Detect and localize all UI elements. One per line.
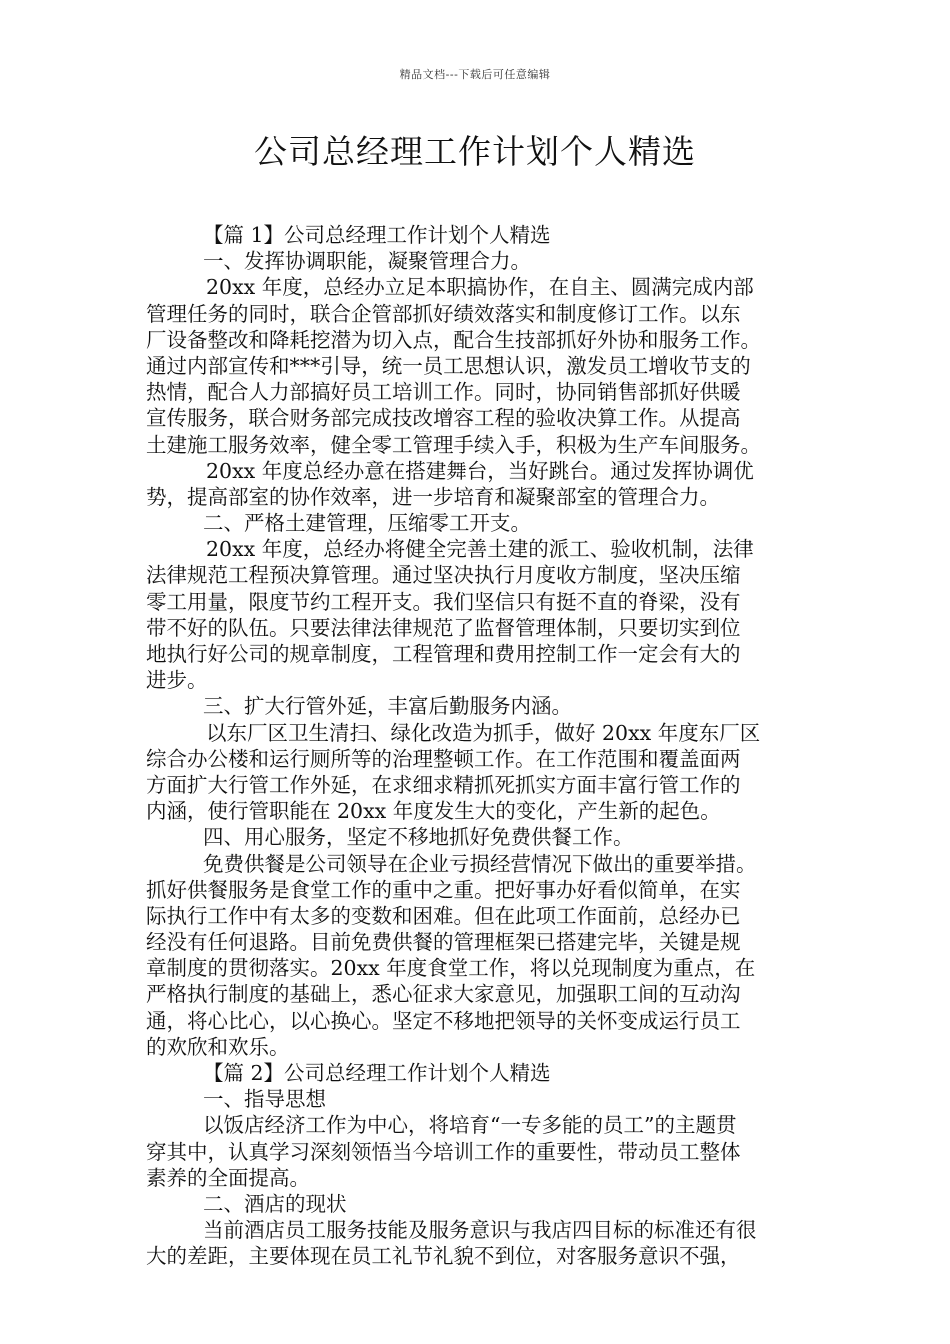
text-line: 经没有任何退路。目前免费供餐的管理框架已搭建完毕，关键是规 bbox=[146, 930, 741, 955]
text-line: 进步。 bbox=[146, 668, 208, 693]
text-line: 通过内部宣传和***引导，统一员工思想认识，激发员工增收节支的 bbox=[146, 353, 751, 378]
header-note: 精品文档---下载后可任意编辑 bbox=[399, 68, 551, 81]
text-line: 【篇 2】公司总经理工作计划个人精选 bbox=[203, 1061, 551, 1085]
text-line: 管理任务的同时，联合企管部抓好绩效落实和制度修订工作。以东 bbox=[146, 301, 741, 326]
text-line: 带不好的队伍。只要法律法律规范了监督管理体制，只要切实到位 bbox=[146, 615, 741, 640]
document-body bbox=[146, 222, 812, 1270]
text-line: 土建施工服务效率，健全零工管理手续入手，积极为生产车间服务。 bbox=[146, 432, 761, 457]
text-line: 内涵，使行管职能在 20xx 年度发生大的变化，产生新的起色。 bbox=[146, 799, 721, 824]
text-line: 三、扩大行管外延，丰富后勤服务内涵。 bbox=[203, 694, 572, 719]
text-line: 地执行好公司的规章制度，工程管理和费用控制工作一定会有大的 bbox=[146, 642, 741, 666]
text-line: 以东厂区卫生清扫、绿化改造为抓手，做好 20xx 年度东厂区 bbox=[206, 720, 761, 745]
text-line: 素养的全面提高。 bbox=[146, 1165, 310, 1190]
text-line: 以饭店经济工作为中心，将培育“一专多能的员工”的主题贯 bbox=[203, 1113, 737, 1138]
text-line: 当前酒店员工服务技能及服务意识与我店四目标的标准还有很 bbox=[203, 1218, 757, 1243]
text-line: 穿其中，认真学习深刻领悟当今培训工作的重要性，带动员工整体 bbox=[146, 1139, 741, 1164]
text-line: 四、用心服务，坚定不移地抓好免费供餐工作。 bbox=[203, 825, 634, 850]
text-line: 的欢欣和欢乐。 bbox=[146, 1034, 290, 1059]
text-line: 20xx 年度，总经办将健全完善土建的派工、验收机制，法律 bbox=[206, 537, 754, 562]
text-line: 章制度的贯彻落实。20xx 年度食堂工作，将以兑现制度为重点，在 bbox=[146, 956, 756, 981]
text-line: 方面扩大行管工作外延，在求细求精抓死抓实方面丰富行管工作的 bbox=[146, 772, 741, 797]
text-line: 抓好供餐服务是食堂工作的重中之重。把好事办好看似简单，在实 bbox=[146, 877, 741, 902]
text-line: 零工用量，限度节约工程开支。我们坚信只有挺不直的脊梁，没有 bbox=[146, 589, 741, 614]
text-line: 热情，配合人力部搞好员工培训工作。同时，协同销售部抓好供暖 bbox=[146, 380, 741, 405]
text-line: 一、发挥协调职能，凝聚管理合力。 bbox=[203, 249, 531, 274]
text-line: 【篇 1】公司总经理工作计划个人精选 bbox=[203, 223, 551, 247]
text-line: 一、指导思想 bbox=[203, 1087, 326, 1112]
text-line: 法律规范工程预决算管理。通过坚决执行月度收方制度，坚决压缩 bbox=[146, 563, 741, 588]
text-line: 二、严格土建管理，压缩零工开支。 bbox=[203, 511, 531, 536]
text-line: 免费供餐是公司领导在企业亏损经营情况下做出的重要举措。 bbox=[203, 851, 757, 876]
text-line: 严格执行制度的基础上，悉心征求大家意见，加强职工间的互动沟 bbox=[146, 982, 741, 1007]
text-line: 势，提高部室的协作效率，进一步培育和凝聚部室的管理合力。 bbox=[146, 484, 720, 509]
text-line: 20xx 年度总经办意在搭建舞台，当好跳台。通过发挥协调优 bbox=[206, 458, 754, 483]
text-line: 宣传服务，联合财务部完成技改增容工程的验收决算工作。从提高 bbox=[146, 406, 741, 431]
text-line: 二、酒店的现状 bbox=[203, 1191, 347, 1216]
text-line: 际执行工作中有太多的变数和困难。但在此项工作面前，总经办已 bbox=[146, 903, 741, 928]
text-line: 综合办公楼和运行厕所等的治理整顿工作。在工作范围和覆盖面两 bbox=[146, 746, 741, 771]
text-line: 厂设备整改和降耗挖潜为切入点，配合生技部抓好外协和服务工作。 bbox=[146, 327, 761, 352]
text-line: 大的差距，主要体现在员工礼节礼貌不到位，对客服务意识不强， bbox=[146, 1244, 741, 1269]
text-line: 通，将心比心，以心换心。坚定不移地把领导的关怀变成运行员工 bbox=[146, 1008, 741, 1033]
text-line: 20xx 年度，总经办立足本职搞协作，在自主、圆满完成内部 bbox=[206, 275, 754, 300]
document-title: 公司总经理工作计划个人精选 bbox=[254, 132, 696, 171]
